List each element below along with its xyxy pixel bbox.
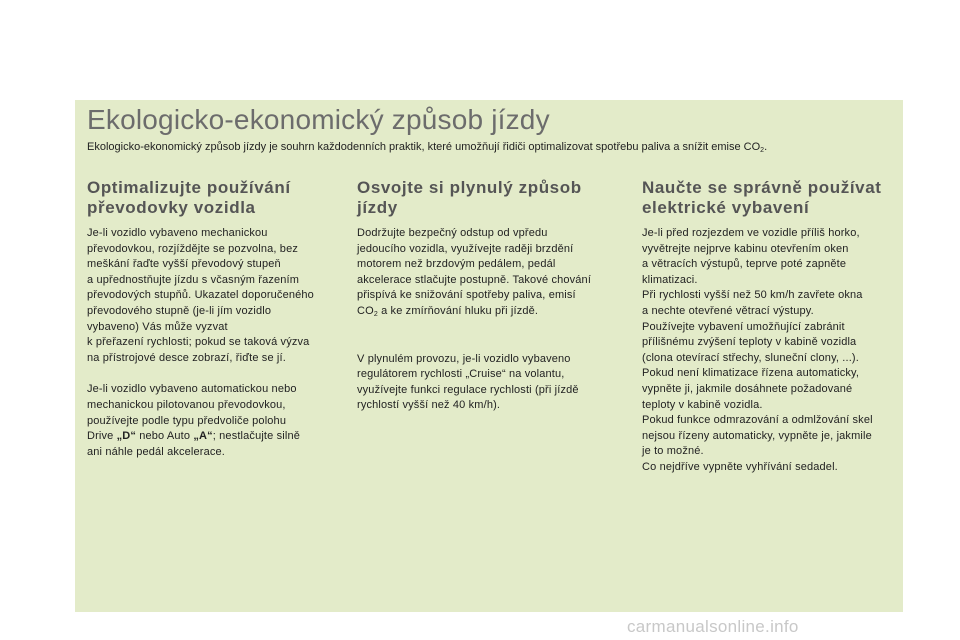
column-heading: Naučte se správně používat elektrické vybavení [642, 178, 882, 217]
watermark-text: carmanualsonline.info [627, 617, 799, 636]
column-smooth-driving [357, 178, 622, 414]
intro-text: Ekologicko-ekonomický způsob jízdy je souhrn každodenních praktik, které umožňují řidiči optimalizovat spotřebu paliva a snížit emise $CO_2$. [87, 141, 768, 154]
paragraph: Je-li před rozjezdem ve vozidle příliš horko, vyvětrejte nejprve kabinu otevřením oken a větracích výstupů, teprve poté zapněte klimatizaci. Při rychlosti vyšší než 50 km/h zavřete okna a nechte otevřené větrací výstupy. Používejte vybavení umožňující zabránit přílišnému zvýšení teploty v kabině vozidla (clona otevírací střechy, sluneční clony, ...). Pokud není klimatizace řízena automaticky, vypněte ji, jakmile dosáhnete požadované teploty v kabině vozidla. Pokud funkce odmrazování a odmlžování skel nejsou řízeny automaticky, vypněte je, jakmile je to možné. Co nejdříve vypněte vyhřívání sedadel. [642, 227, 873, 473]
paragraph: V plynulém provozu, je-li vozidlo vybaveno regulátorem rychlosti „Cruise“ na volantu, využívejte funkci regulace rychlosti (při jízdě rychlostí vyšší než 40 km/h). [357, 352, 579, 412]
column-heading: Optimalizujte používání převodovky vozidla [87, 178, 291, 217]
column-heading: Osvojte si plynulý způsob jízdy [357, 178, 582, 217]
page-title: Ekologicko-ekonomický způsob jízdy [87, 104, 550, 135]
paragraph: Je-li vozidlo vybaveno mechanickou převodovkou, rozjíždějte se pozvolna, bez meškání řaďte vyšší převodový stupeň a upřednostňujte jízdu s včasným řazením převodových stupňů. Ukazatel doporučeného převodového stupně (je-li jím vozidlo vybaveno) Vás může vyzvat k přeřazení rychlosti; pokud se taková výzva na přístrojové desce zobrazí, řiďte se jí. [87, 227, 314, 364]
column-electrical-equipment [642, 178, 902, 476]
paragraph: Dodržujte bezpečný odstup od vpředu jedoucího vozidla, využívejte raději brzdění motorem než brzdovým pedálem, pedál akcelerace stlačujte postupně. Takové chování přispívá ke snižování spotřeby paliva, emisí $CO_2$ a ke zmírňování hluku při jízdě. [357, 227, 592, 318]
paragraph: Je-li vozidlo vybaveno automatickou nebo mechanickou pilotovanou převodovkou, používejte podle typu předvoliče polohu Drive „D“ nebo Auto „A“; nestlačujte silně ani náhle pedál akcelerace. [87, 383, 300, 458]
column-gearbox [87, 178, 352, 460]
